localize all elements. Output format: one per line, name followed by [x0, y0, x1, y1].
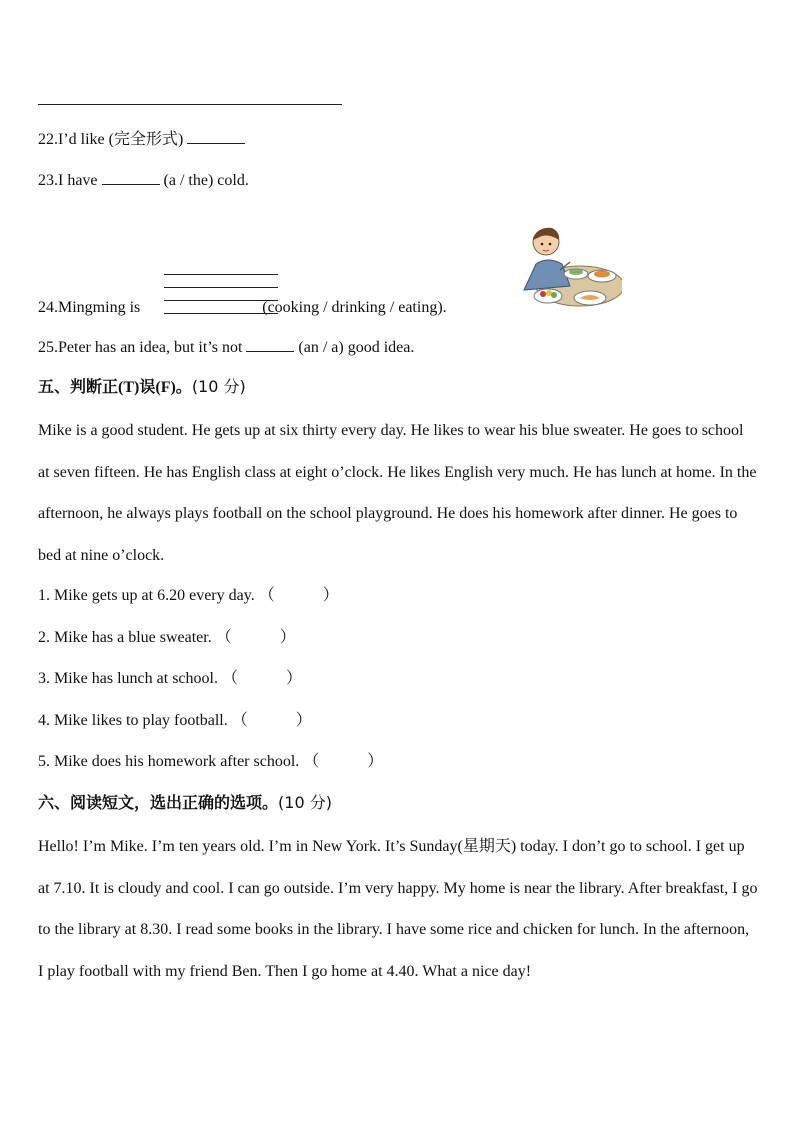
tf-item-3	[38, 669, 302, 689]
tf-item-2	[38, 628, 296, 648]
tf-item-3-text: 3. Mike has lunch at school.	[38, 670, 218, 687]
question-23	[38, 170, 249, 191]
tf-item-5-text: 5. Mike does his homework after school.	[38, 753, 300, 770]
section-6-passage: Hello! I’m Mike. I’m ten years old. I’m in New York. It’s Sunday(星期天) today. I don’t go to school. I get up at 7.10. It is cloudy and cool. I can go outside. I’m very happy. My home is near the library. After breakfast, I go to the library at 8.30. I read some books in the library. I have some rice and chicken for lunch. In the afternoon, I play football with my friend Ben. Then I go home at 4.40. What a nice day!	[38, 838, 758, 980]
section-5-title-c: 。	[175, 377, 192, 396]
tf-answer-4[interactable]: （ ）	[231, 712, 312, 729]
answer-blank-22[interactable]	[187, 129, 245, 144]
answer-blank-25[interactable]	[246, 337, 294, 352]
tf-item-4	[38, 711, 312, 731]
tf-answer-5[interactable]: （ ）	[303, 753, 384, 770]
question-25-after: (an / a) good idea.	[294, 339, 415, 356]
tf-item-1	[38, 586, 339, 606]
tf-item-2-text: 2. Mike has a blue sweater.	[38, 629, 212, 646]
section-5-title-t: (T)	[118, 379, 140, 396]
boy-eating-meal-icon	[514, 220, 622, 310]
section-5-heading	[38, 377, 246, 398]
tf-answer-1[interactable]: （ ）	[258, 587, 339, 604]
tf-answer-3[interactable]: （ ）	[221, 670, 302, 687]
section-6-score: (10 分)	[278, 793, 332, 812]
question-24-options: (cooking / drinking / eating).	[258, 299, 447, 316]
question-23-after: (a / the) cold.	[159, 172, 249, 189]
answer-blank-23[interactable]	[102, 170, 160, 185]
question-22	[38, 129, 245, 150]
section-6-heading	[38, 793, 332, 813]
answer-rule	[38, 104, 342, 105]
section-5-title-f: (F)	[155, 379, 176, 396]
section-5-score: (10 分)	[191, 377, 246, 396]
section-5-title-a: 五、判断正	[38, 377, 119, 396]
tf-item-4-text: 4. Mike likes to play football.	[38, 712, 228, 729]
section-5-title-b: 误	[139, 377, 156, 396]
tf-item-1-text: 1. Mike gets up at 6.20 every day.	[38, 587, 255, 604]
section-5-passage: Mike is a good student. He gets up at six thirty every day. He likes to wear his blue sweater. He goes to school at seven fifteen. He has English class at eight o’clock. He likes English very much. He has lunch at home. In the afternoon, he always plays football on the school playground. He does his homework after dinner. He goes to bed at nine o’clock.	[38, 422, 757, 564]
tf-item-5	[38, 752, 383, 772]
question-25-before: 25.Peter has an idea, but it’s not	[38, 339, 247, 356]
question-24	[38, 298, 447, 318]
question-22-text: 22.I’d like (完全形式)	[38, 131, 188, 148]
question-24-before: 24.Mingming is	[38, 299, 145, 316]
section-6-title: 六、阅读短文，选出正确的选项。	[38, 793, 279, 812]
tf-answer-2[interactable]: （ ）	[215, 629, 296, 646]
question-23-before: 23.I have	[38, 172, 102, 189]
question-25	[38, 337, 414, 358]
